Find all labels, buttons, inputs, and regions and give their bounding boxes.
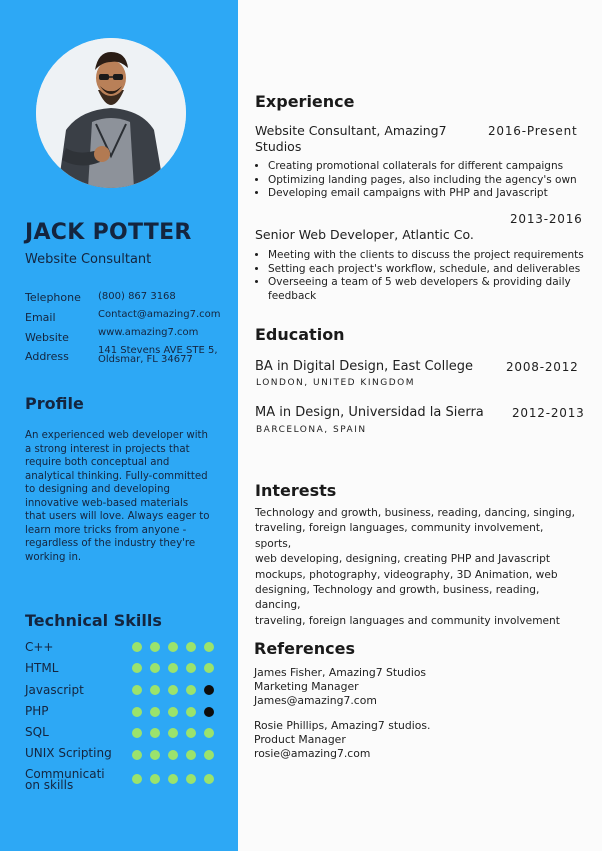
contact-label-telephone: Telephone (25, 291, 81, 304)
reference-role: Product Manager (254, 733, 346, 746)
skill-dot-filled (150, 663, 160, 673)
contact-telephone: (800) 867 3168 (98, 291, 176, 302)
education-degree: BA in Digital Design, East College (255, 359, 474, 374)
references-heading: References (254, 639, 355, 658)
skill-dot-filled (186, 685, 196, 695)
contact-label-email: Email (25, 311, 56, 324)
reference-email[interactable]: rosie@amazing7.com (254, 747, 371, 760)
skill-dot-filled (168, 707, 178, 717)
experience-heading: Experience (255, 92, 355, 111)
skill-label: Communicati (25, 767, 105, 781)
profile-heading: Profile (25, 394, 84, 413)
skill-dot-filled (168, 774, 178, 784)
job-title-continued: Studios (255, 139, 302, 154)
skill-rating (132, 750, 214, 760)
skill-label-continued: on skills (25, 778, 74, 792)
job-bullet: • Meeting with the clients to discuss the project requirements (268, 249, 588, 263)
profile-line: learn more tricks from anyone - (25, 524, 187, 536)
skill-rating (132, 663, 214, 673)
reference-role: Marketing Manager (254, 680, 359, 693)
skill-label: UNIX Scripting (25, 746, 112, 760)
person-title: Website Consultant (25, 252, 152, 267)
profile-line: working in. (25, 551, 82, 563)
skill-dot-filled (168, 642, 178, 652)
interests-line: designing, Technology and growth, business, reading, dancing, (255, 584, 540, 612)
contact-address-line1: 141 Stevens AVE STE 5, (98, 345, 218, 356)
profile-line: analytical thinking. Fully-committed (25, 470, 208, 482)
job-bullets (254, 249, 588, 303)
skill-dot-filled (204, 728, 214, 738)
job-bullet: • Developing email campaigns with PHP and Javascript (268, 187, 588, 201)
profile-line: An experienced web developer with (25, 430, 209, 441)
profile-photo (36, 38, 186, 188)
job-dates: 2016-Present (488, 124, 578, 138)
education-dates: 2012-2013 (512, 406, 585, 420)
profile-line: a strong interest in projects that (25, 443, 190, 455)
skill-dot-filled (168, 750, 178, 760)
skill-dot-filled (150, 685, 160, 695)
job-bullet: • Optimizing landing pages, also including the agency's own (268, 174, 588, 188)
skill-label: Javascript (25, 683, 84, 697)
contact-email[interactable]: Contact@amazing7.com (98, 309, 221, 320)
interests-text (255, 506, 575, 629)
skill-dot-empty (204, 707, 214, 717)
skill-dot-filled (186, 750, 196, 760)
skill-dot-filled (150, 750, 160, 760)
skill-dot-filled (132, 728, 142, 738)
job-bullet: • Creating promotional collaterals for different campaigns (268, 160, 588, 174)
profile-line: that users will love. Always eager to (25, 511, 210, 522)
skill-dot-filled (186, 774, 196, 784)
skill-dot-filled (204, 663, 214, 673)
skill-dot-filled (150, 728, 160, 738)
job-bullet: • Overseeing a team of 5 web developers & providing daily feedback (268, 276, 588, 303)
skill-dot-filled (132, 774, 142, 784)
skill-dot-filled (186, 642, 196, 652)
skill-dot-filled (168, 685, 178, 695)
interests-line: mockups, photography, videography, 3D Animation, web (255, 568, 558, 581)
contact-website[interactable]: www.amazing7.com (98, 327, 199, 338)
skill-dot-filled (186, 663, 196, 673)
skill-label: PHP (25, 704, 49, 718)
skill-rating (132, 685, 214, 695)
skill-dot-filled (186, 707, 196, 717)
job-dates: 2013-2016 (510, 212, 583, 226)
skill-dot-filled (132, 663, 142, 673)
profile-text (25, 429, 217, 564)
skill-dot-filled (150, 774, 160, 784)
skill-dot-filled (132, 642, 142, 652)
skill-label: HTML (25, 661, 59, 675)
job-title: Website Consultant, Amazing7 (255, 123, 447, 138)
education-heading: Education (255, 325, 345, 344)
skill-dot-filled (132, 707, 142, 717)
skill-dot-filled (204, 774, 214, 784)
skill-label: SQL (25, 725, 49, 739)
skill-rating (132, 707, 214, 717)
portrait-photo-icon (36, 38, 186, 188)
person-name: JACK POTTER (25, 220, 192, 245)
skill-rating (132, 642, 214, 652)
skill-dot-filled (204, 642, 214, 652)
skill-dot-filled (132, 750, 142, 760)
interests-heading: Interests (255, 481, 337, 500)
skill-dot-empty (204, 685, 214, 695)
skill-dot-filled (150, 642, 160, 652)
contact-label-address: Address (25, 350, 69, 363)
contact-label-website: Website (25, 331, 69, 344)
job-title: Senior Web Developer, Atlantic Co. (255, 227, 474, 242)
skill-label: C++ (25, 640, 54, 654)
contact-address-line2: Oldsmar, FL 34677 (98, 354, 193, 365)
skill-dot-filled (186, 728, 196, 738)
skill-dot-filled (132, 685, 142, 695)
education-degree: MA in Design, Universidad la Sierra (255, 405, 484, 420)
education-location: LONDON, UNITED KINGDOM (256, 378, 415, 388)
reference-name: James Fisher, Amazing7 Studios (254, 666, 427, 679)
profile-line: to designing and developing (25, 484, 170, 495)
interests-line: web developing, designing, creating PHP and Javascript (255, 553, 550, 566)
job-bullet: • Setting each project's workflow, schedule, and deliverables (268, 263, 588, 277)
skill-rating (132, 774, 214, 784)
skill-dot-filled (150, 707, 160, 717)
reference-email[interactable]: James@amazing7.com (254, 694, 377, 707)
education-dates: 2008-2012 (506, 360, 579, 374)
interests-line: Technology and growth, business, reading, dancing, singing, (255, 507, 576, 519)
skill-dot-filled (204, 750, 214, 760)
education-location: BARCELONA, SPAIN (256, 425, 367, 435)
interests-line: traveling, foreign languages, community involvement, sports, (255, 522, 544, 550)
interests-line: traveling, foreign languages and community involvement (255, 614, 560, 627)
skills-heading: Technical Skills (25, 611, 162, 630)
skill-dot-filled (168, 728, 178, 738)
profile-line: innovative web-based materials (25, 497, 189, 509)
profile-line: regardless of the industry they're (25, 538, 196, 549)
skill-dot-filled (168, 663, 178, 673)
reference-name: Rosie Phillips, Amazing7 studios. (254, 719, 431, 732)
skill-rating (132, 728, 214, 738)
profile-line: require both conceptual and (25, 457, 170, 468)
job-bullets (254, 160, 588, 201)
